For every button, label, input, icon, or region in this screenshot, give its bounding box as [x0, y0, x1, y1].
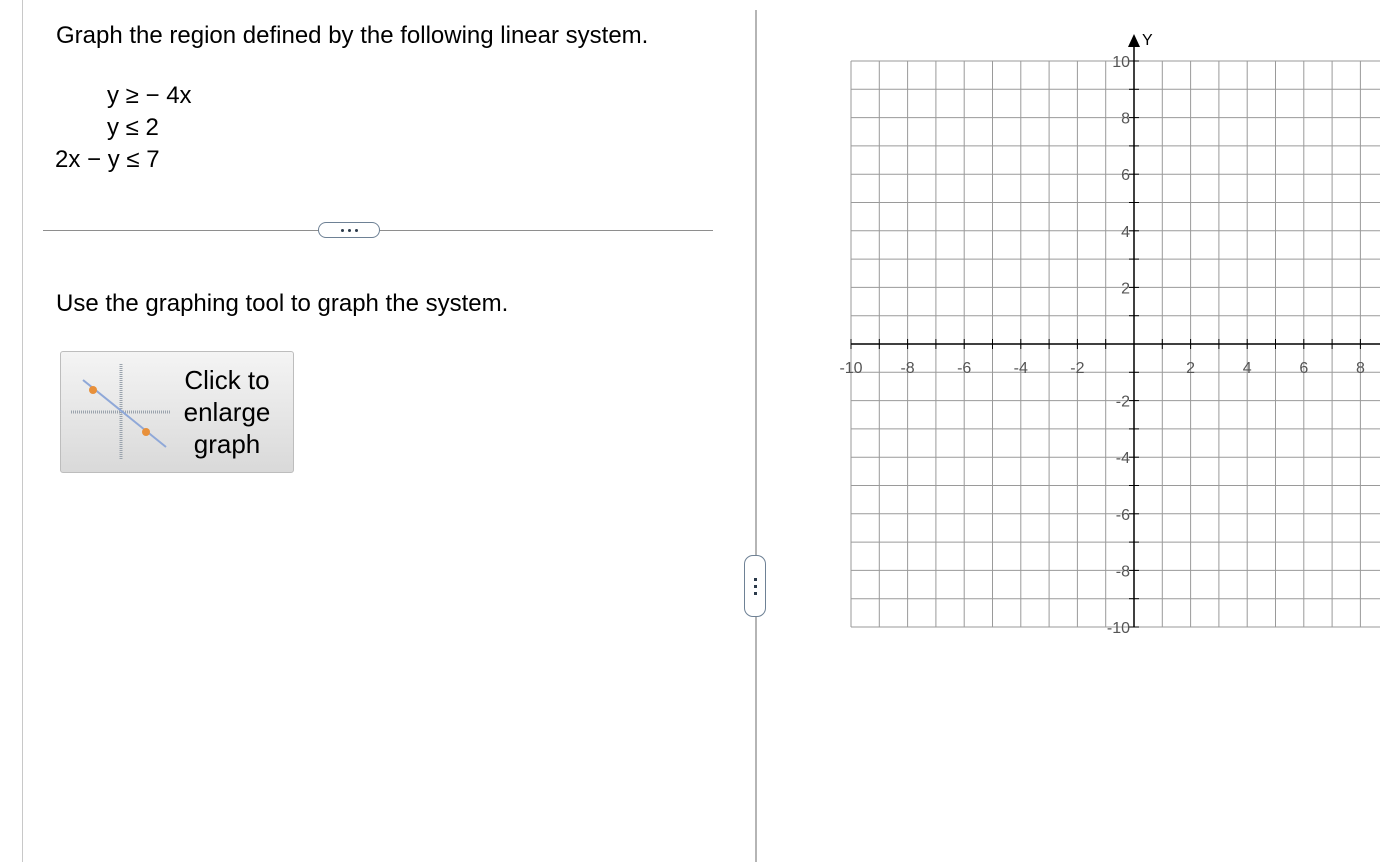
y-tick-label: -10 — [1106, 620, 1130, 637]
inequality-operator: ≤ — [126, 146, 140, 173]
x-tick-label: -8 — [900, 360, 915, 377]
x-tick-label: -2 — [1070, 360, 1085, 377]
inequality-operator: ≤ — [125, 114, 139, 141]
y-tick-label: 4 — [1121, 223, 1130, 241]
enlarge-label-line: graph — [193, 429, 261, 459]
y-tick-label: 6 — [1121, 167, 1130, 185]
question-prompt: Graph the region defined by the following linear system. — [56, 22, 649, 49]
y-tick-label: 2 — [1121, 280, 1130, 298]
y-tick-label: -2 — [1115, 393, 1130, 411]
y-tick-label: -6 — [1115, 506, 1130, 524]
x-tick-label: 2 — [1186, 360, 1196, 377]
x-tick-label: 8 — [1355, 360, 1365, 377]
x-tick-label: -10 — [839, 360, 863, 377]
inequality-rhs: − 4x — [145, 82, 192, 109]
y-tick-label: -4 — [1115, 450, 1130, 468]
y-tick-label: 8 — [1121, 110, 1130, 128]
y-tick-label: -8 — [1115, 563, 1130, 581]
y-tick-label: 10 — [1112, 54, 1130, 71]
enlarge-label-line: enlarge — [183, 397, 271, 427]
inequality-lhs: y — [107, 114, 119, 141]
inequality-lhs: y — [107, 82, 119, 109]
inequality-rhs: 7 — [146, 146, 160, 173]
enlarge-label-line: Click to — [184, 365, 270, 395]
inequality-rhs: 2 — [145, 114, 159, 141]
x-tick-label: 6 — [1299, 360, 1309, 377]
x-tick-label: 4 — [1242, 360, 1252, 377]
inequality-operator: ≥ — [125, 82, 139, 109]
x-tick-label: -6 — [957, 360, 972, 377]
instruction-text: Use the graphing tool to graph the system. — [56, 290, 509, 317]
x-tick-label: -4 — [1013, 360, 1028, 377]
y-axis-name: Y — [1142, 32, 1153, 49]
y-axis-arrow-icon — [1128, 34, 1140, 47]
inequality-lhs: 2x − y — [55, 146, 120, 173]
